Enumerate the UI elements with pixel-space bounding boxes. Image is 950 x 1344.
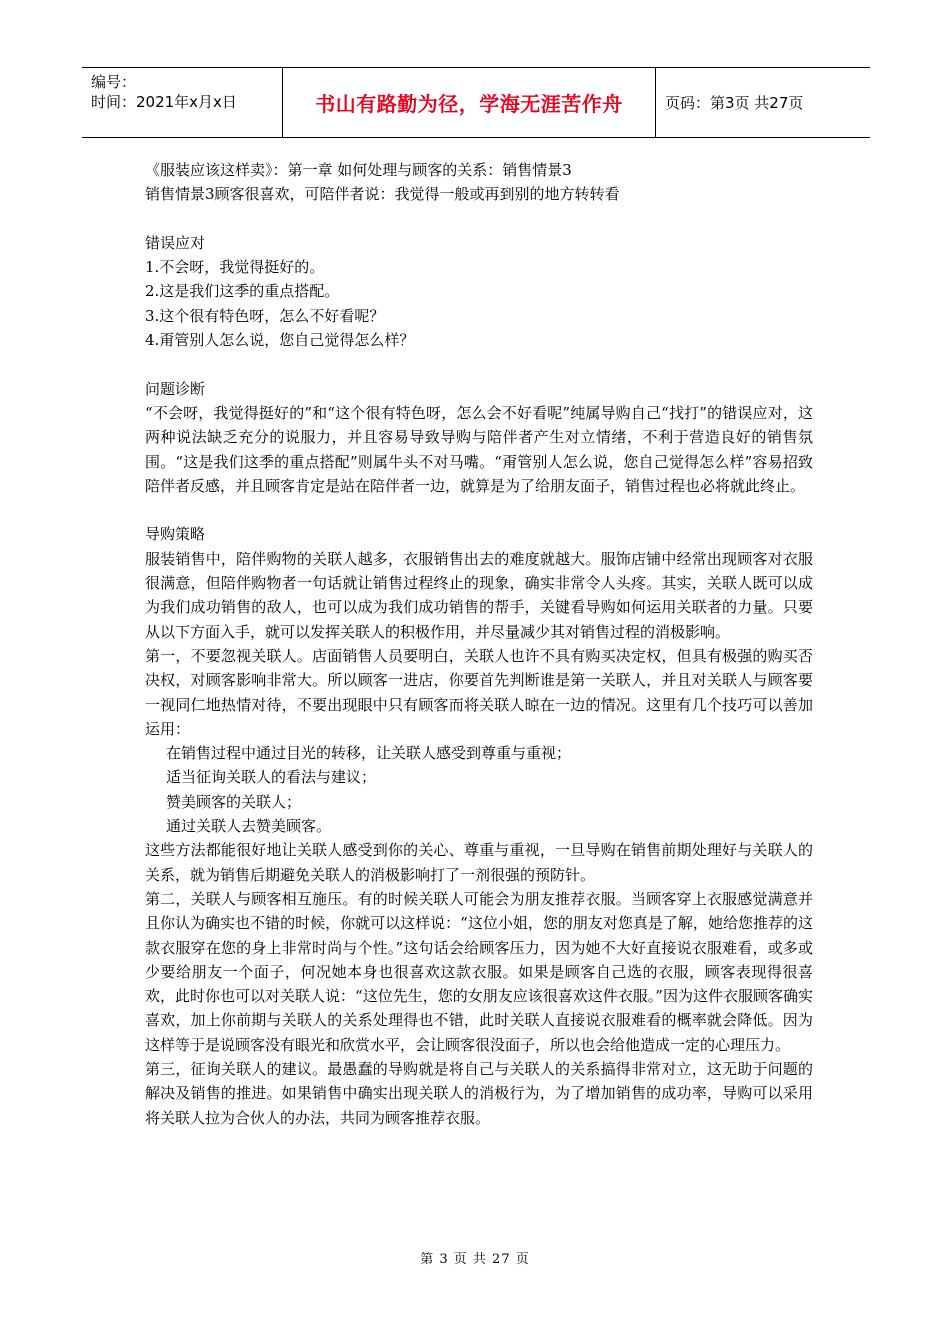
document-title: 《服装应该这样卖》：第一章 如何处理与顾客的关系：销售情景3 (145, 161, 572, 179)
strategy-heading: 导购策略 (145, 525, 206, 544)
error-item: 1.不会呀，我觉得挺好的。 (145, 258, 325, 277)
diagnosis-paragraph: “不会呀，我觉得挺好的”和“这个很有特色呀，怎么会不好看呢”纯属导购自己“找打”的错误应对，这两种说法缺乏充分的说服力，并且容易导致导购与陪伴者产生对立情绪，不利于营造良好的销售氛围。“这是我们这季的重点搭配”则属牛头不对马嘴。“甭管别人怎么说，您自己觉得怎么样”容易招致陪伴者反感，并且顾客肯定是站在陪伴者一边，就算是为了给朋友面子，销售过程也必将就此终止。 (145, 403, 813, 495)
header-meta (82, 68, 282, 137)
point-one-paragraph: 第一，不要忽视关联人。店面销售人员要明白，关联人也许不具有购买决定权，但具有极强的购买否决权，对顾客影响非常大。所以顾客一进店，你要首先判断谁是第一关联人，并且对关联人与顾客要一视同仁地热情对待，不要出现眼中只有顾客而将关联人晾在一边的情况。这里有几个技巧可以善加运用： (145, 646, 813, 738)
errors-heading: 错误应对 (145, 233, 206, 252)
tip-item: 通过关联人去赞美顾客。 (166, 817, 332, 836)
scene-description: 销售情景3顾客很喜欢，可陪伴者说：我觉得一般或再到别的地方转转看 (145, 185, 620, 204)
document-body (145, 158, 813, 1130)
time-label: 时间：2021年x月x日 (91, 93, 237, 111)
point-three-paragraph: 第三，征询关联人的建议。最愚蠢的导购就是将自己与关联人的关系搞得非常对立，这无助于问题的解决及销售的推进。如果销售中确实出现关联人的消极行为，为了增加销售的成功率，导购可以采用将关联人拉为合伙人的办法，共同为顾客推荐衣服。 (145, 1059, 813, 1127)
error-item: 2.这是我们这季的重点搭配。 (145, 282, 340, 301)
tip-item: 适当征询关联人的看法与建议； (166, 768, 377, 787)
strategy-intro-paragraph: 服装销售中，陪伴购物的关联人越多，衣服销售出去的难度就越大。服饰店铺中经常出现顾客对衣服很满意，但陪伴购物者一句话就让销售过程终止的现象，确实非常令人头疼。其实，关联人既可以成为我们成功销售的敌人，也可以成为我们成功销售的帮手，关键看导购如何运用关联者的力量。只要从以下方面入手，就可以发挥关联人的积极作用，并尽量减少其对销售过程的消极影响。 (145, 549, 813, 641)
point-two-paragraph: 第二，关联人与顾客相互施压。有的时候关联人可能会为朋友推荐衣服。当顾客穿上衣服感觉满意并且你认为确实也不错的时候，你就可以这样说：“这位小姐，您的朋友对您真是了解，她给您推荐的这款衣服穿在您的身上非常时尚与个性。”这句话会给顾客压力，因为她不大好直接说衣服难看，或多或少要给朋友一个面子，何况她本身也很喜欢这款衣服。如果是顾客自己选的衣服，顾客表现得很喜欢，此时你也可以对关联人说：“这位先生，您的女朋友应该很喜欢这件衣服。”因为这件衣服顾客确实喜欢，加上你前期与关联人的关系处理得也不错，此时关联人直接说衣服难看的概率就会降低。因为这样等于是说顾客没有眼光和欣赏水平，会让顾客很没面子，所以也会给他造成一定的心理压力。 (145, 889, 813, 1054)
header-motto: 书山有路勤为径，学海无涯苦作舟 (282, 68, 656, 137)
serial-label: 编号： (91, 73, 137, 91)
tip-item: 赞美顾客的关联人； (166, 792, 302, 811)
point-one-conclusion: 这些方法都能很好地让关联人感受到你的关心、尊重与重视，一旦导购在销售前期处理好与关联人的关系，就为销售后期避免关联人的消极影响打了一剂很强的预防针。 (145, 841, 813, 884)
page-footer: 第 3 页 共 27 页 (420, 1252, 530, 1267)
error-item: 3.这个很有特色呀，怎么不好看呢？ (145, 306, 385, 325)
header-page-info: 页码：第3页 共27页 (665, 94, 804, 112)
document-header (82, 67, 870, 138)
diagnosis-heading: 问题诊断 (145, 379, 206, 398)
tip-item: 在销售过程中通过目光的转移，让关联人感受到尊重与重视； (166, 744, 572, 763)
error-item: 4.甭管别人怎么说，您自己觉得怎么样？ (145, 331, 415, 350)
